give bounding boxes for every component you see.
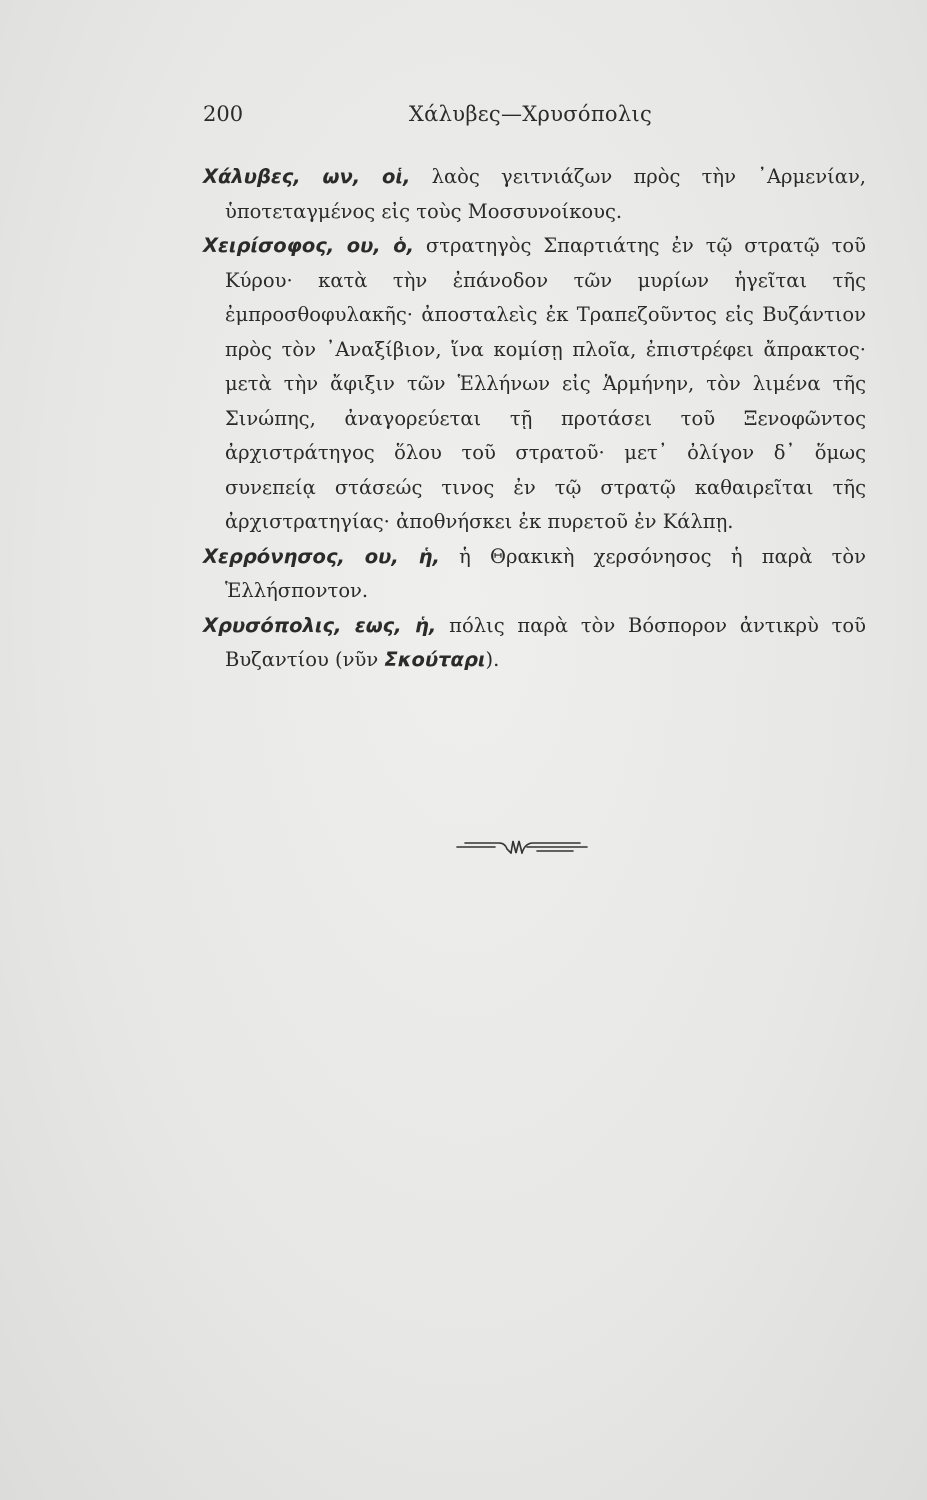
running-head: Χάλυβες—Χρυσόπολις (408, 102, 653, 126)
entry-term: Χερρόνησος, ου, ἡ, (203, 544, 440, 568)
page-header (203, 102, 858, 142)
scroll-rule-ornament-icon (455, 835, 590, 859)
entry-term: Χειρίσοφος, ου, ὁ, (203, 234, 415, 257)
entry-chrysopolis (203, 609, 866, 678)
glossary-entries (203, 160, 866, 678)
entry-text: ἡ Θρακικὴ χερσόνησος ἡ παρὰ τὸν Ἑλλήσποντον. (225, 544, 866, 602)
entry-chalybes (203, 160, 866, 229)
entry-term: Χάλυβες, ων, οἱ, (203, 165, 411, 188)
modern-name: Σκούταρι (384, 648, 486, 671)
entry-chersonesos (203, 540, 866, 609)
entry-term: Χρυσόπολις, εως, ἡ, (203, 613, 437, 637)
entry-text: πόλις παρὰ τὸν Βόσπορον ἀντικρὺ τοῦ Βυζαντίου (νῦν (225, 613, 866, 671)
entry-text: στρατηγὸς Σπαρτιάτης ἐν τῷ στρατῷ τοῦ Κύρου· κατὰ τὴν ἐπάνοδον τῶν μυρίων ἡγεῖται τῆς ἐμπροσθοφυλακῆς· ἀποσταλεὶς ἐκ Τραπεζοῦντος εἰς Βυζάντιον πρὸς τὸν ᾿Αναξίβιον, ἵνα κομίσῃ πλοῖα, ἐπιστρέφει ἄπρακτος· μετὰ τὴν ἄφιξιν τῶν Ἑλλήνων εἰς Ἁρμήνην, τὸν λιμένα τῆς Σινώπης, ἀναγορεύεται τῇ προτάσει τοῦ Ξενοφῶντος ἀρχιστράτηγος ὅλου τοῦ στρατοῦ· μετ᾿ ὀλίγον δ᾿ ὅμως συνεπείᾳ στάσεώς τινος ἐν τῷ στρατῷ καθαιρεῖται τῆς ἀρχιστρατηγίας· ἀποθνήσκει ἐκ πυρετοῦ ἐν Κάλπῃ. (225, 234, 866, 533)
entry-cheirisophos (203, 229, 866, 540)
entry-closing: ). (485, 648, 500, 671)
entry-text: λαὸς γειτνιάζων πρὸς τὴν ᾿Αρμενίαν, ὑποτεταγμένος εἰς τοὺς Μοσσυνοίκους. (225, 165, 866, 223)
page-number: 200 (203, 102, 244, 126)
